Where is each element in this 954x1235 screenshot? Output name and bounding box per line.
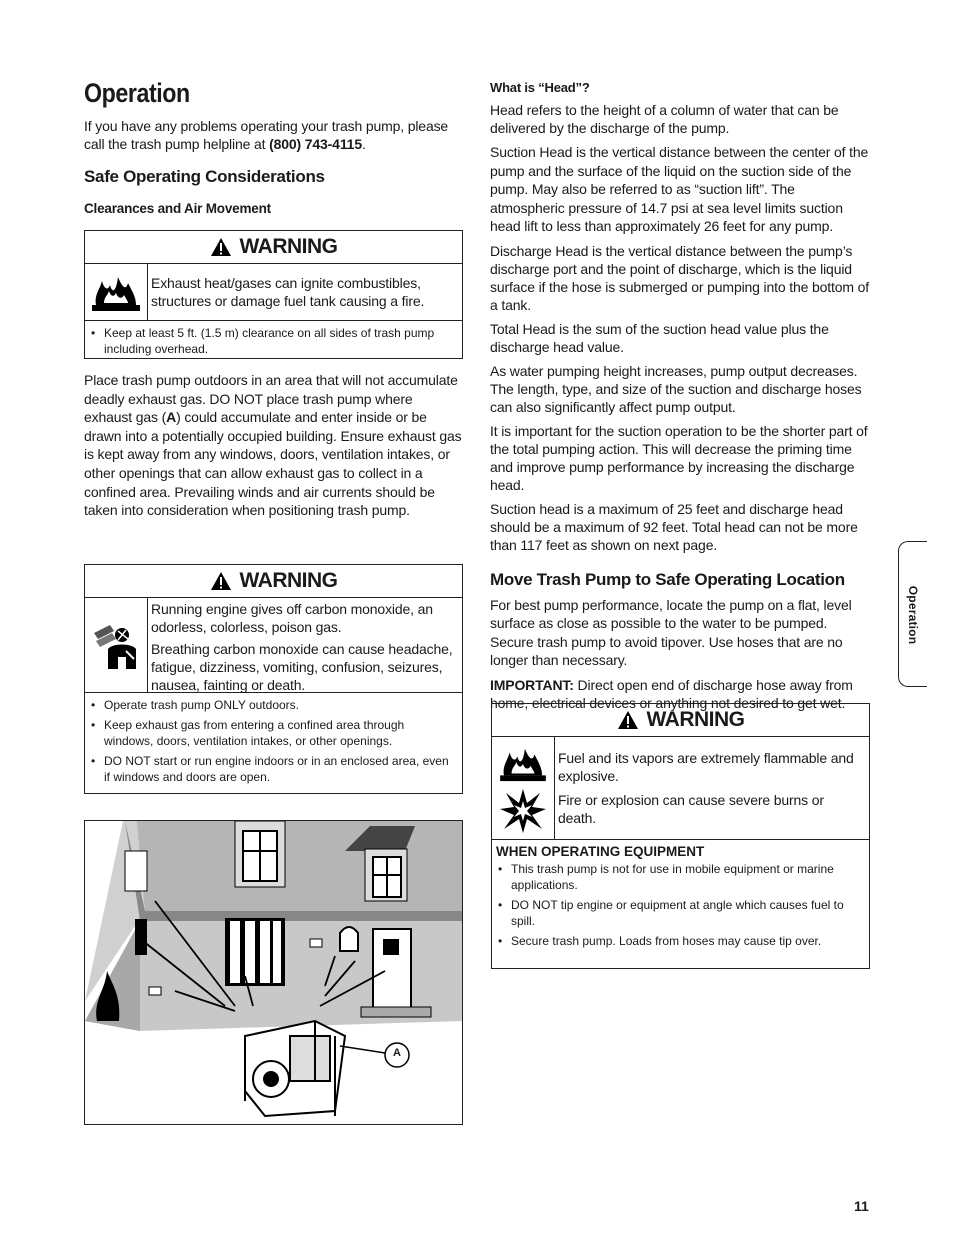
warning-box-carbon-monoxide xyxy=(84,564,463,794)
intro-paragraph xyxy=(84,117,463,153)
intro-text: If you have any problems operating your trash pump, please call the trash pump helpline at xyxy=(84,118,449,152)
warning-label: WARNING xyxy=(239,569,338,592)
placement-callout-a: A xyxy=(166,409,177,426)
house-exhaust-illustration xyxy=(84,820,463,1125)
paragraph-total-head: Total Head is the sum of the suction head value plus the discharge head value. xyxy=(490,320,829,355)
warning-list-item: • Keep exhaust gas from entering a confined area through windows, doors, ventilation intakes, or other openings. xyxy=(91,717,456,749)
warning-label: WARNING xyxy=(239,235,338,258)
warning-label: WARNING xyxy=(646,708,745,731)
warning-triangle-icon xyxy=(210,571,232,591)
fire-icon xyxy=(497,743,549,783)
warning-list xyxy=(85,693,462,797)
important-text: Direct open end of discharge hose away from home, electrical devices or anything not desired to get wet. xyxy=(490,676,853,711)
subsection-heading-clearances: Clearances and Air Movement xyxy=(84,201,271,216)
page-number: 11 xyxy=(854,1198,869,1214)
warning-list xyxy=(492,859,869,961)
warning-list-item: • DO NOT tip engine or equipment at angle which causes fuel to spill. xyxy=(498,897,863,929)
section-tab-operation xyxy=(898,541,927,687)
trash-pump-drawing xyxy=(245,1021,345,1116)
paragraph-head-definition: Head refers to the height of a column of water that can be delivered by the discharge of the pump. xyxy=(490,102,839,136)
warning-box-fire xyxy=(84,230,463,359)
paragraph-suction-head: Suction Head is the vertical distance between the center of the pump and the surface of the liquid on the suction side of the pump. May also be referred to as “suction lift”. The atmospheric pressure of 14.7 psi at sea level limits suction head lift to less than approximately 26 feet for any pump. xyxy=(490,144,869,234)
warning-header xyxy=(85,231,462,264)
helpline-number: (800) 743-4115 xyxy=(269,136,362,152)
paragraph-pump-output: As water pumping height increases, pump output decreases. The length, type, and size of the suction and discharge hoses can also significantly affect pump output. xyxy=(490,362,862,415)
placement-paragraph xyxy=(84,371,463,520)
warning-text-cell xyxy=(148,264,462,320)
warning-list xyxy=(85,321,462,369)
section-heading-safe-operating: Safe Operating Considerations xyxy=(84,167,325,186)
warning-list-item: • Secure trash pump. Loads from hoses may cause tip over. xyxy=(498,933,863,949)
warning-header xyxy=(85,565,462,598)
important-label: IMPORTANT: xyxy=(490,676,574,693)
callout-label-a: A xyxy=(393,1047,401,1059)
warning-icon-cell xyxy=(492,737,555,839)
placement-text-2: ) could accumulate and enter inside or be drawn into a potentially occupied building. Ensure exhaust gas is kept away from any windows, doors, ventilation intakes, or other openings that can allow exhaust gas to collect in a confined area. Prevailing winds and air currents should be taken into consideration when positioning trash pump. xyxy=(84,409,462,519)
warning-list-item: • This trash pump is not for use in mobile equipment or marine applications. xyxy=(498,861,863,893)
left-column xyxy=(84,78,463,520)
toxic-fumes-icon xyxy=(90,619,142,671)
warning-icon-cell xyxy=(85,264,148,320)
warning-text-2: Fire or explosion can cause severe burns or death. xyxy=(558,792,824,826)
placement-text-1: Place trash pump outdoors in an area that will not accumulate deadly exhaust gas. DO NOT place trash pump where exhaust gas ( xyxy=(84,372,458,426)
warning-list-item: • DO NOT start or run engine indoors or in an enclosed area, even if windows and doors are open. xyxy=(91,753,456,785)
warning-header xyxy=(492,704,869,737)
head-question: What is “Head”? xyxy=(490,80,590,95)
paragraph-discharge-head: Discharge Head is the vertical distance between the pump’s discharge port and the point of discharge, which is the liquid surface if the hose is submerged or pumping into the bottom of a tank. xyxy=(490,242,870,313)
warning-body xyxy=(85,598,462,693)
warning-subheading: WHEN OPERATING EQUIPMENT xyxy=(496,844,705,859)
warning-text-1: Fuel and its vapors are extremely flammable and explosive. xyxy=(558,750,854,784)
paragraph-head-maximums: Suction head is a maximum of 25 feet and discharge head should be a maximum of 92 feet. Total head can not be more than 117 feet as shown on next page. xyxy=(490,500,858,553)
warning-text-2: Breathing carbon monoxide can cause headache, fatigue, dizziness, vomiting, confusion, seizures, nausea, fainting or death. xyxy=(151,641,453,693)
warning-text-1: Running engine gives off carbon monoxide, an odorless, colorless, poison gas. xyxy=(151,601,433,635)
paragraph-suction-operation: It is important for the suction operation to be the shorter part of the total pumping action. This will decrease the priming time and improve pump performance by increasing the discharge head. xyxy=(490,422,868,493)
warning-triangle-icon xyxy=(617,710,639,730)
section-tab-label: Operation xyxy=(906,585,920,645)
warning-list-item: • Operate trash pump ONLY outdoors. xyxy=(91,697,456,713)
page-title: Operation xyxy=(84,78,190,108)
warning-box-fuel xyxy=(491,703,870,969)
warning-text-cell xyxy=(555,737,869,839)
right-column xyxy=(490,80,870,712)
intro-end: . xyxy=(361,136,366,152)
warning-text-cell xyxy=(148,598,462,692)
warning-icon-cell xyxy=(85,598,148,692)
house-drawing xyxy=(85,821,462,1124)
paragraph-pump-location: For best pump performance, locate the pump on a flat, level surface as close as possible to the water to be pumped. Secure trash pump to avoid tipover. Use hoses that are no longer than necessary. xyxy=(490,596,852,668)
explosion-icon xyxy=(500,789,546,833)
warning-text: Exhaust heat/gases can ignite combustibles, structures or damage fuel tank causing a fire. xyxy=(151,275,425,309)
section-heading-move-pump: Move Trash Pump to Safe Operating Location xyxy=(490,569,845,589)
warning-body xyxy=(85,264,462,321)
warning-triangle-icon xyxy=(210,237,232,257)
warning-list-item: • Keep at least 5 ft. (1.5 m) clearance on all sides of trash pump including overhead. xyxy=(91,325,456,357)
fire-icon xyxy=(90,271,142,313)
warning-body xyxy=(492,737,869,840)
